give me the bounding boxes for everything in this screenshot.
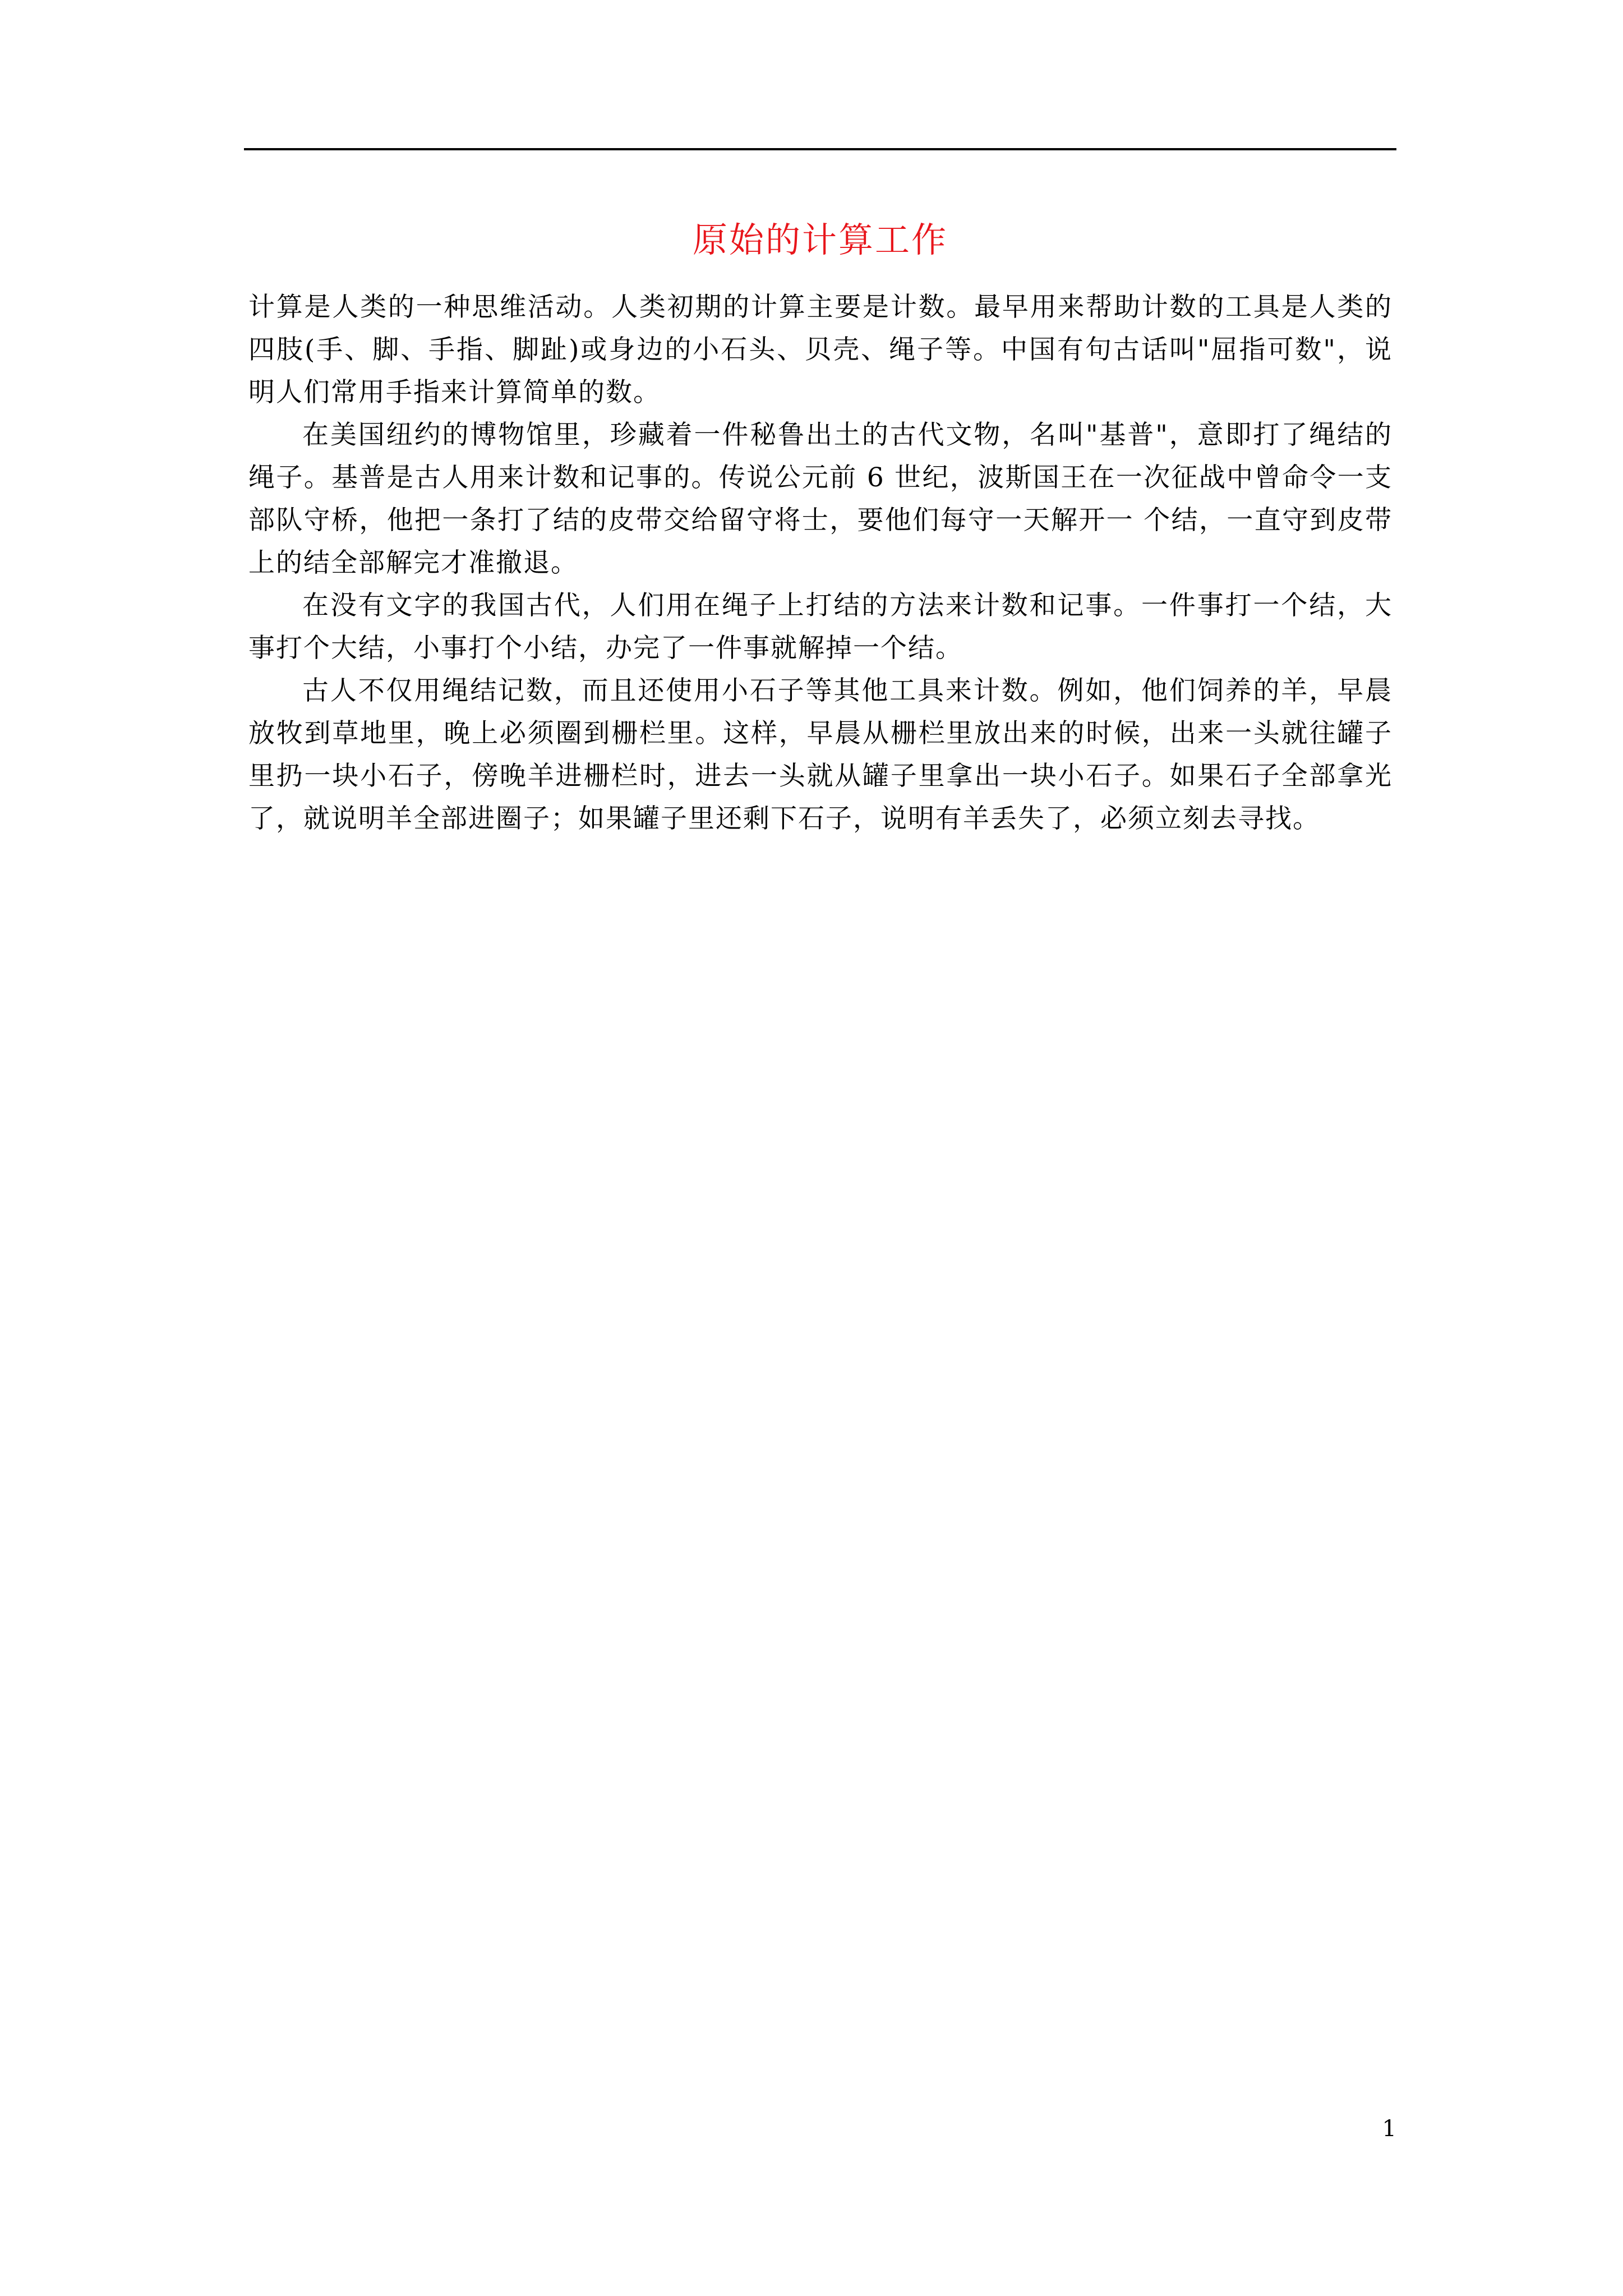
paragraph-2: 在美国纽约的博物馆里，珍藏着一件秘鲁出土的古代文物，名叫"基普"，意即打了绳结的绳子。基普是古人用来计数和记事的。传说公元前 6 世纪，波斯国王在一次征战中曾命令一支部队守桥，他把一条打了结的皮带交给留守将士，要他们每守一天解开一 个结，一直守到皮带上的结全部解完才准撤退。: [248, 420, 1393, 578]
paragraph-4: 古人不仅用绳结记数，而且还使用小石子等其他工具来计数。例如，他们饲养的羊，早晨放牧到草地里，晚上必须圈到栅栏里。这样，早晨从栅栏里放出来的时候，出来一头就往罐子里扔一块小石子，傍晚羊进栅栏时，进去一头就从罐子里拿出一块小石子。如果石子全部拿光了，就说明羊全部进圈子；如果罐子里还剩下石子，说明有羊丢失了，必须立刻去寻找。: [248, 675, 1393, 834]
paragraph-1: 计算是人类的一种思维活动。人类初期的计算主要是计数。最早用来帮助计数的工具是人类的四肢(手、脚、手指、脚趾)或身边的小石头、贝壳、绳子等。中国有句古话叫"屈指可数"，说明人们常用手指来计算简单的数。: [248, 292, 1393, 408]
document-title: 原始的计算工作: [692, 219, 948, 260]
page-number: 1: [1382, 2116, 1396, 2142]
header-rule: [244, 148, 1396, 150]
document-body: [248, 286, 1393, 840]
paragraph-3: 在没有文字的我国古代，人们用在绳子上打结的方法来计数和记事。一件事打一个结，大事打个大结，小事打个小结，办完了一件事就解掉一个结。: [248, 590, 1393, 664]
